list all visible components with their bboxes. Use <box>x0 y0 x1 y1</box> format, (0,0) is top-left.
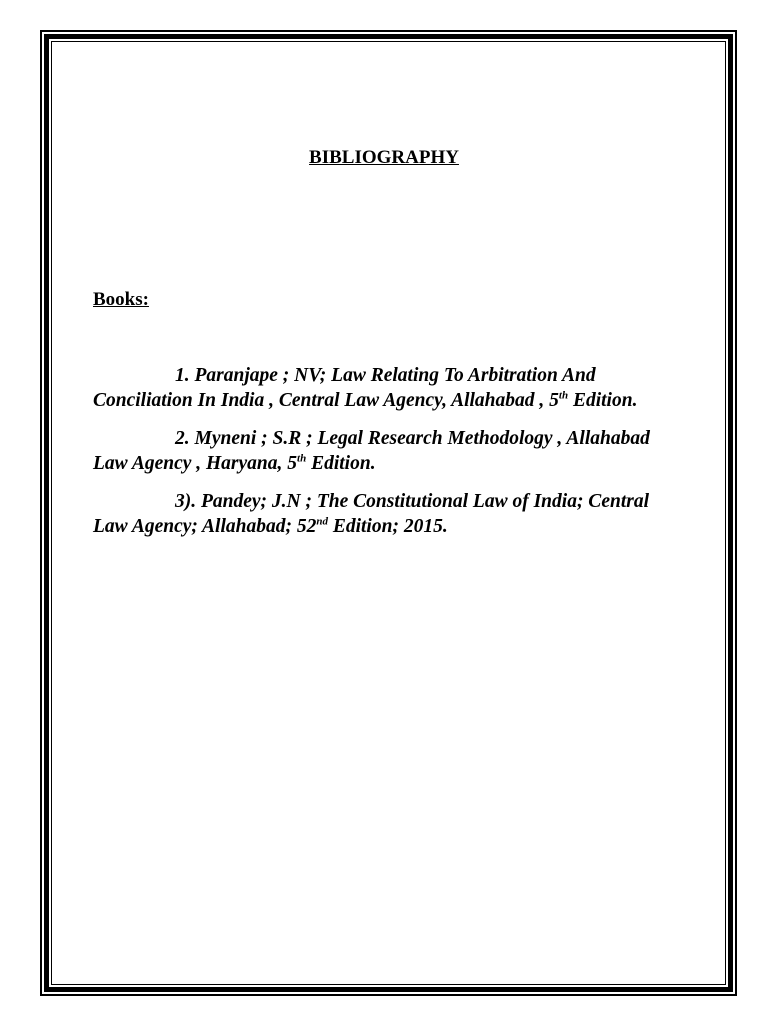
bibliography-entry <box>93 426 683 476</box>
entry-text: 2. Myneni ; S.R ; Legal Research Methodology , Allahabad Law Agency , Haryana, 5 <box>93 428 650 474</box>
entry-text: 1. Paranjape ; NV; Law Relating To Arbitration And Conciliation In India , Central Law Agency, Allahabad , 5 <box>93 365 596 411</box>
bibliography-list <box>93 363 683 552</box>
entry-ordinal-suffix: th <box>558 389 569 402</box>
section-heading-books: Books: <box>93 289 149 310</box>
entry-ordinal-suffix: nd <box>316 515 328 528</box>
entry-edition: Edition. <box>568 390 638 411</box>
bibliography-entry <box>93 489 683 539</box>
entry-edition: Edition. <box>306 453 376 474</box>
bibliography-entry <box>93 363 683 413</box>
entry-ordinal-suffix: th <box>297 452 307 465</box>
entry-edition: Edition; 2015. <box>327 516 448 537</box>
entry-text: 3). Pandey; J.N ; The Constitutional Law of India; Central Law Agency; Allahabad; 52 <box>93 491 649 537</box>
page-title: BIBLIOGRAPHY <box>309 147 459 168</box>
